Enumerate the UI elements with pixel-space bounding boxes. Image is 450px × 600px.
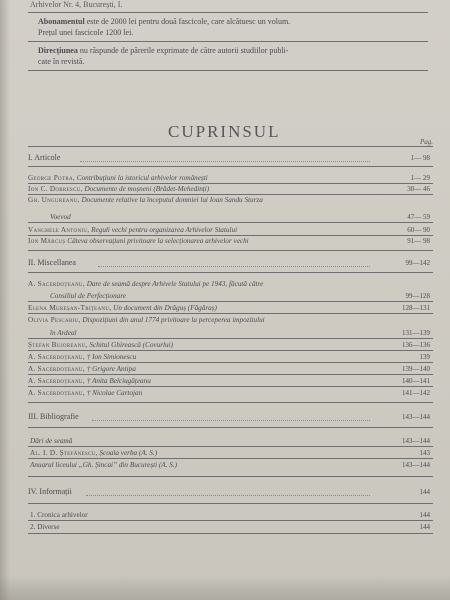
entry-rule: [28, 338, 433, 339]
notice-subscription-line2: Prețul unei fascicole 1200 lei.: [38, 28, 134, 37]
entry-pages: 141—142: [402, 389, 430, 397]
entry-pages: 60— 90: [407, 226, 430, 234]
entry-pages: 144: [419, 511, 430, 519]
entry-pages: 47— 59: [407, 213, 430, 221]
entry-rule: [28, 520, 433, 521]
entry-rule: [28, 183, 433, 184]
entry-pages: 1— 29: [410, 174, 430, 182]
entry-pages: 131—139: [402, 329, 430, 337]
page-bottom-shadow: [0, 575, 450, 600]
section-pages: 144: [419, 488, 430, 496]
toc-entry: Ștefan Bujoreanu, Schitul Ghirească (Covurlui): [28, 341, 173, 349]
page-column-header: Pag.: [420, 138, 434, 146]
top-text: Arhivelor Nr. 4, București, I.: [30, 0, 123, 9]
entry-pages: 143—144: [402, 437, 430, 445]
toc-top-rule: [28, 146, 433, 147]
toc-entry: Ion Mărcuș Câteva observațiuni privitoare la selecționarea arhivelor vechi: [28, 237, 249, 245]
entry-pages: 143: [419, 449, 430, 457]
section-rule: [28, 427, 433, 428]
entry-rule: [28, 446, 433, 447]
section-pages: 143—144: [402, 413, 430, 421]
entry-pages: 140—141: [402, 377, 430, 385]
notice-rule: [28, 41, 428, 42]
toc-entry: Ion C. Dobrescu, Documente de moșneni (Brădet-Mehedinți): [28, 185, 210, 193]
toc-entry: A. Sacerdoțeanu, † Ion Simionescu: [28, 353, 137, 361]
entry-pages: 139—140: [402, 365, 430, 373]
entry-rule: [28, 235, 433, 236]
section-rule: [28, 250, 433, 251]
toc-entry: Elena Mureșan-Trițeanu, Un document din Drăguș (Făgăraș): [28, 304, 217, 312]
entry-rule: [28, 350, 433, 351]
entry-rule: [28, 222, 433, 223]
toc-bottom-rule: [28, 533, 433, 534]
entry-rule: [28, 458, 433, 459]
leader-dots: [80, 161, 370, 162]
toc-entry: Olivia Pescariu, Dispozițiuni din anul 1774 privitoare la perceperea impozitului: [28, 316, 265, 324]
page-left-shadow: [0, 0, 10, 600]
section-rule: [28, 272, 433, 273]
leader-dots: [86, 495, 370, 496]
top-rule: [28, 12, 428, 13]
entry-pages: 30— 46: [407, 185, 430, 193]
notice-bottom-rule: [28, 70, 428, 71]
section-label: II. Miscellanea: [28, 258, 76, 267]
leader-dots: [92, 420, 370, 421]
notice-subscription-line1: Abonamentul este de 2000 lei pentru două fascicole, care alcătuesc un volum.: [38, 17, 291, 26]
entry-pages: 143—144: [402, 461, 430, 469]
toc-entry: A. Sacerdoțeanu, † Grigore Antipa: [28, 365, 136, 373]
entry-pages: 139: [419, 353, 430, 361]
entry-pages: 91— 98: [407, 237, 430, 245]
toc-entry: Vanghele Antoniu, Reguli vechi pentru organizarea Arhivelor Statului: [28, 226, 238, 234]
section-label: III. Bibliografie: [28, 412, 79, 421]
entry-rule: [28, 301, 433, 302]
entry-rule: [28, 313, 433, 314]
toc-entry: A. Sacerdoțeanu, Dare de seamă despre Arhivele Statului pe 1943, făcută către: [28, 280, 264, 288]
toc-entry-continuation: Voevod: [50, 213, 71, 221]
section-pages: 1— 98: [410, 154, 430, 162]
leader-dots: [98, 266, 370, 267]
entry-pages: 144: [419, 523, 430, 531]
section-rule: [28, 166, 433, 167]
notice-direction-line2: cate în revistă.: [38, 57, 85, 66]
section-rule: [28, 503, 433, 504]
toc-entry: 2. Diverse: [30, 523, 60, 531]
toc-entry: 1. Cronica arhivelor: [30, 511, 88, 519]
toc-title: CUPRINSUL: [168, 122, 281, 141]
section-rule: [28, 402, 433, 403]
toc-entry: Gh. Ungureanu, Documente relative la începutul domniei lui Ioan Sandu Sturza: [28, 196, 263, 204]
entry-rule: [28, 362, 433, 363]
section-pages: 99—142: [405, 259, 430, 267]
toc-entry: Anuarul liceului „Gh. Șincai” din București (A. S.): [30, 461, 178, 469]
entry-pages: 99—128: [405, 292, 430, 300]
toc-entry: George Potra, Contribuțiuni la istoricul arhivelor românești: [28, 174, 208, 182]
section-label: IV. Informații: [28, 487, 72, 496]
toc-entry: Al. I. D. Ștefănescu, Școala verba (A. S.): [30, 449, 158, 457]
toc-entry-continuation: în Ardeal: [50, 329, 77, 337]
toc-entry: A. Sacerdoțeanu, † Nicolae Cartojan: [28, 389, 143, 397]
toc-entry: A. Sacerdoțeanu, † Anita Belciugățeanu: [28, 377, 151, 385]
entry-pages: 128—131: [402, 304, 430, 312]
entry-rule: [28, 194, 433, 195]
toc-entry: Dări de seamă: [30, 437, 73, 445]
entry-rule: [28, 386, 433, 387]
notice-direction-line1: Direcțiunea nu răspunde de părerile exprimate de către autorii studiilor publi-: [38, 46, 289, 55]
section-label: I. Articole: [28, 153, 61, 162]
entry-rule: [28, 374, 433, 375]
toc-entry-continuation: Consiliul de Perfecționare: [50, 292, 126, 300]
section-rule: [28, 476, 433, 477]
entry-pages: 136—136: [402, 341, 430, 349]
